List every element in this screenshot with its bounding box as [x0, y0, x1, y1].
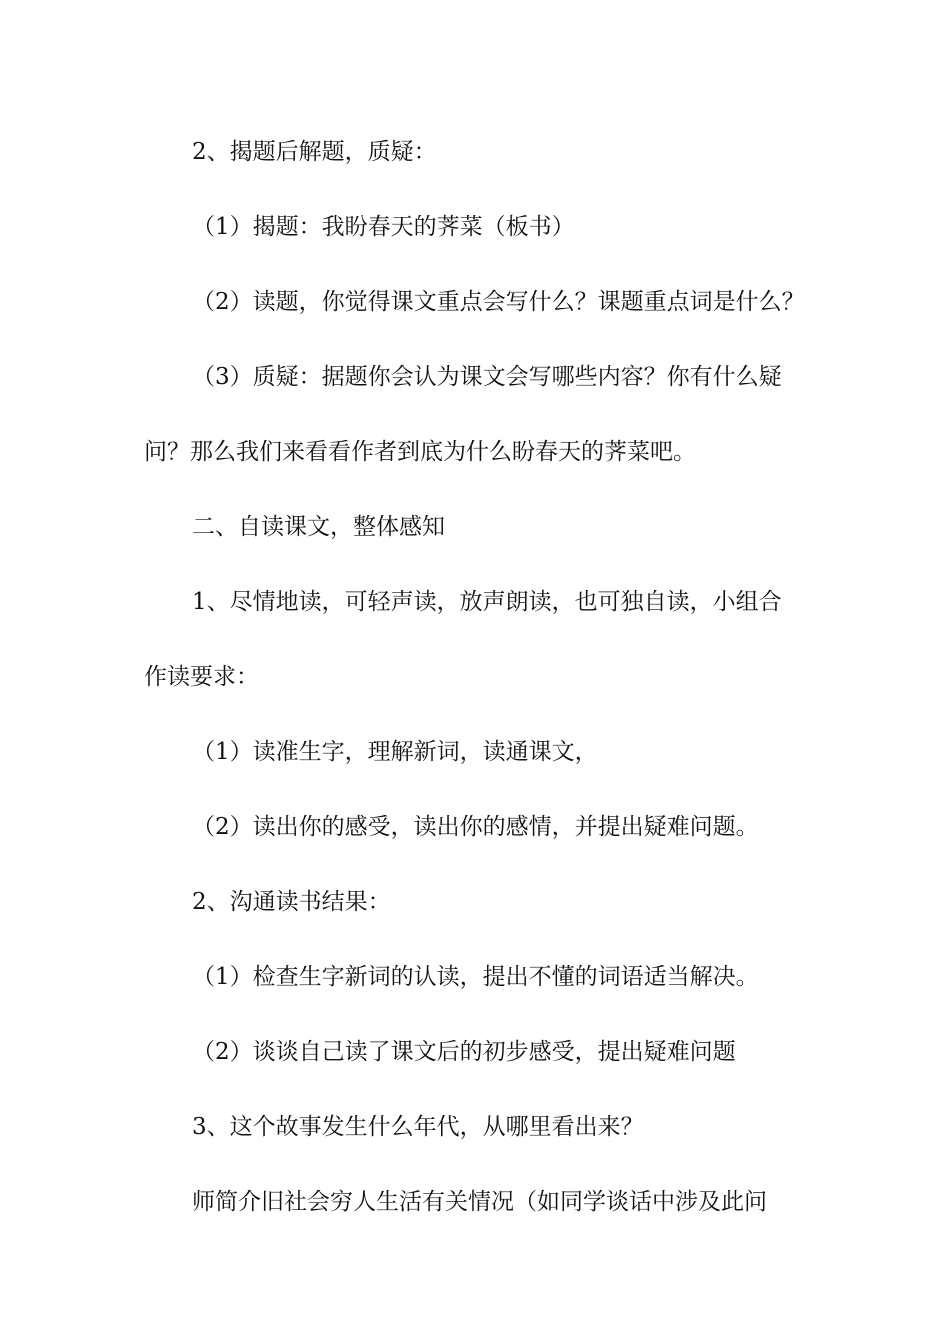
text-line: （1）揭题：我盼春天的荠菜（板书）	[192, 214, 575, 240]
text-line: 2、沟通读书结果：	[192, 889, 391, 915]
text-line: 3、这个故事发生什么年代，从哪里看出来？	[192, 1114, 644, 1140]
text-line: （2）读出你的感受，读出你的感情，并提出疑难问题。	[192, 814, 759, 840]
text-line: 1、尽情地读，可轻声读，放声朗读，也可独自读，小组合	[192, 589, 782, 615]
text-line: （1）读准生字，理解新词，读通课文，	[192, 739, 598, 765]
text-line: 问？那么我们来看看作者到底为什么盼春天的荠菜吧。	[144, 439, 696, 465]
text-line: 2、揭题后解题，质疑：	[192, 139, 437, 165]
text-line: 作读要求：	[144, 664, 259, 690]
section-heading: 二、自读课文，整体感知	[192, 514, 445, 540]
text-line: （1）检查生字新词的认读，提出不懂的词语适当解决。	[192, 964, 759, 990]
text-line: 师简介旧社会穷人生活有关情况（如同学谈话中涉及此问	[192, 1189, 767, 1215]
text-line: （3）质疑：据题你会认为课文会写哪些内容？你有什么疑	[192, 364, 782, 390]
text-line: （2）读题，你觉得课文重点会写什么？课题重点词是什么？	[192, 289, 805, 315]
text-line: （2）谈谈自己读了课文后的初步感受，提出疑难问题	[192, 1039, 736, 1065]
